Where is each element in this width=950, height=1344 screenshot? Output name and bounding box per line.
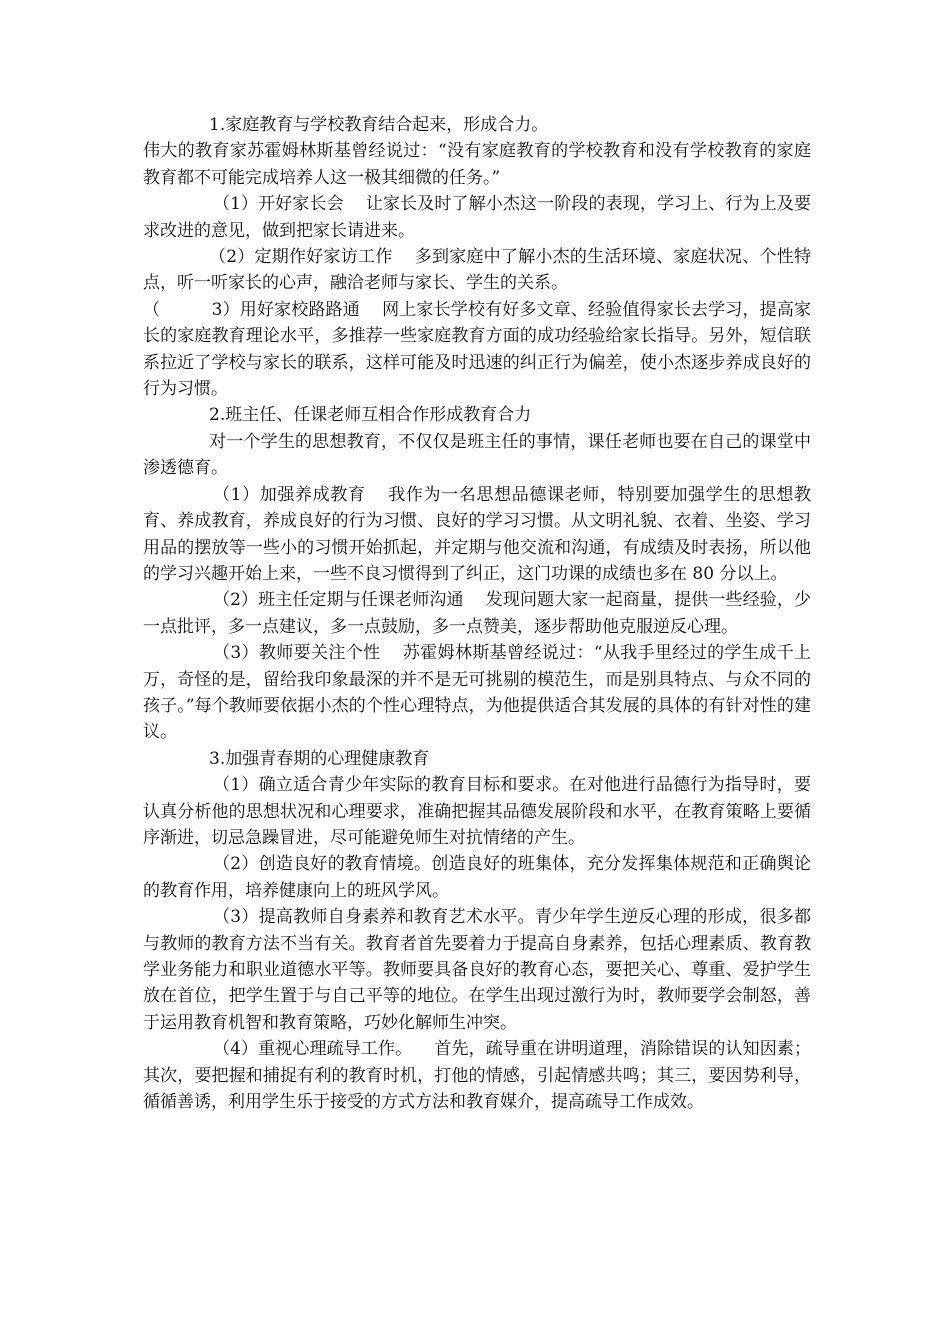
- item-paragraph: [143, 640, 811, 746]
- item-paragraph: （3）提高教师自身素养和教育艺术水平。青少年学生逆反心理的形成，很多都与教师的教育方法不当有关。教育者首先要着力于提高自身素养，包括心理素质、教育教学业务能力和职业道德水平等。教师要具备良好的教育心态，要把关心、尊重、爱护学生放在首位，把学生置于与自己平等的地位。在学生出现过激行为时，教师要学会制怒，善于运用教育机智和教育策略，巧妙化解师生冲突。: [143, 907, 811, 1033]
- item-title: （3）教师要关注个性: [213, 643, 381, 664]
- item-text: 让家长及时了解小杰这一阶段的表现，学习上、行为上及要求改进的意见，做到把家长请进来。: [143, 194, 812, 241]
- section-intro: 伟大的教育家苏霍姆林斯基曾经说过：“没有家庭教育的学校教育和没有学校教育的家庭教育都不可能完成培养人这一极其细微的任务。”: [143, 141, 811, 188]
- section-heading: 2.班主任、任课老师互相合作形成教育合力: [209, 405, 532, 426]
- document-page: [143, 112, 811, 1115]
- item-text: 我作为一名思想品德课老师，特别要加强学生的思想教育、养成教育，养成良好的行为习惯、良好的学习习惯。从文明礼貌、衣着、坐姿、学习用品的摆放等一些小的习惯开始抓起，并定期与他交流和沟通，有成绩及时表扬，所以他的学习兴趣开始上来，一些不良习惯得到了纠正，这门功课的成绩也多在 80 分以上。: [143, 484, 811, 584]
- item-title: （2）定期作好家访工作: [209, 247, 393, 268]
- item-text: 发现问题大家一起商量，提供一些经验，少一点批评，多一点建议，多一点鼓励，多一点赞美，逐步帮助他克服逆反心理。: [143, 590, 811, 637]
- item-title: （1）加强养成教育: [213, 484, 366, 505]
- item-text: 苏霍姆林斯基曾经说过：“从我手里经过的学生成千上万，奇怪的是，留给我印象最深的并不是无可挑剔的模范生，而是别具特点、与众不同的孩子。”每个教师要依据小杰的个性心理特点，为他提供适合其发展的具体的有针对性的建议。: [143, 643, 811, 743]
- item-title: （4）重视心理疏导工作。: [213, 1039, 413, 1060]
- item-paragraph: [143, 1036, 811, 1115]
- item-text: 首先，疏导重在讲明道理，消除错误的认知因素；其次，要把握和捕捉有利的教育时机，打他的情感，引起情感共鸣；其三，要因势利导，循循善诱，利用学生乐于接受的方式方法和教育媒介，提高疏导工作成效。: [143, 1039, 811, 1113]
- item-text: 多到家庭中了解小杰的生活环境、家庭状况、个性特点，听一听家长的心声，融洽老师与家长、学生的关系。: [143, 247, 811, 294]
- item-title: （2）班主任定期与任课老师沟通: [213, 590, 464, 611]
- item-paragraph: [143, 482, 811, 588]
- item-title: （ 3）用好家校路路通: [143, 299, 360, 320]
- item-paragraph: （1）确立适合青少年实际的教育目标和要求。在对他进行品德行为指导时，要认真分析他的思想状况和心理要求，准确把握其品德发展阶段和水平，在教育策略上要循序渐进，切忌急躁冒进，尽可能避免师生对抗情绪的产生。: [143, 775, 811, 848]
- item-paragraph: [143, 244, 811, 297]
- item-paragraph: [143, 297, 811, 403]
- item-title: （1）开好家长会: [213, 194, 344, 215]
- item-paragraph: [143, 587, 811, 640]
- item-paragraph: （2）创造良好的教育情境。创造良好的班集体，充分发挥集体规范和正确舆论的教育作用，培养健康向上的班风学风。: [143, 854, 811, 901]
- item-paragraph: [143, 191, 811, 244]
- section-heading: 3.加强青春期的心理健康教育: [209, 748, 430, 769]
- section-intro: 对一个学生的思想教育，不仅仅是班主任的事情，课任老师也要在自己的课堂中渗透德育。: [143, 431, 811, 479]
- item-text: 网上家长学校有好多文章、经验值得家长去学习，提高家长的家庭教育理论水平，多推荐一些家庭教育方面的成功经验给家长指导。另外，短信联系拉近了学校与家长的联系，这样可能及时迅速的纠正行为偏差，使小杰逐步养成良好的行为习惯。: [143, 299, 811, 400]
- section-heading: 1.家庭教育与学校教育结合起来，形成合力。: [209, 115, 549, 135]
